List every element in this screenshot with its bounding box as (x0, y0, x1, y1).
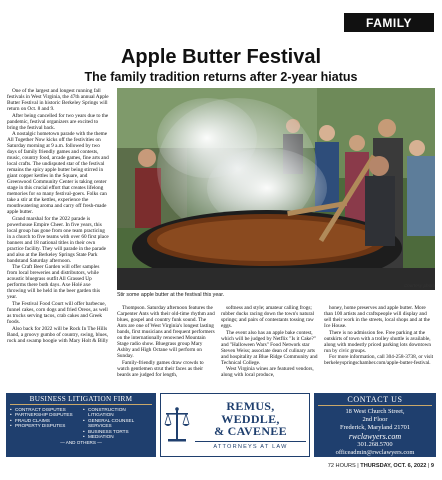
litigation-ad-title: BUSINESS LITIGATION FIRM (10, 395, 152, 405)
article-paragraph: A nostalgic hometown parade with the theme All Together Now kicks off the festivities on Saturday morning at 9 a.m. followed by two days of family friendly games and contests, music, country food, arcade games, fine arts and local crafts. The undisputed star of the festival remains the spicy apple butter being stirred in giant copper kettles in the Square, and Greenwood Community Center is taking center stage in this crucial effort that creates lifelong memories for so many festival-goers. Folks can take a stir at the kettles, experience the mouthwatering aroma and carry off fresh-made apple butter. (7, 131, 109, 216)
litigation-service-item: • CONTRACT DISPUTES (10, 407, 79, 412)
apple-butter-kettle-illustration (117, 88, 435, 290)
article-paragraph: West Virginia wines are featured vendors, along with local produce, (221, 366, 314, 379)
article-paragraph: There is no admission fee. Free parking at the outskirts of town with a trolley shuttle is available, along with modestly priced parking lots downtown run by civic groups. (324, 329, 432, 354)
contact-phone: 301.268.5700 (357, 441, 393, 448)
litigation-service-item: • MEDIATION (83, 434, 152, 439)
photo-cutline: Stir some apple butter at the festival this year. (117, 292, 225, 298)
section-tag: FAMILY (344, 13, 434, 32)
festival-photo (117, 88, 435, 290)
contact-website-link[interactable]: rwclawyers.com (348, 432, 402, 441)
article-paragraph: Grand marshal for the 2022 parade is powerhouse Empire Cheer. In five years, this local group has gone from one team practicing in a church to five teams with over 60 first place banners and 18 national titles in their own practice facility. They will parade in the parade and also at the Berkeley Springs State Park bandstand Saturday afternoon. (7, 215, 109, 264)
page-folio: 72 HOURS | THURSDAY, OCT. 6, 2022 | 9 (327, 463, 434, 469)
photo-credit: Courtesy photo (403, 283, 435, 288)
article-paragraph: Also back for 2022 will be Rock In The Hills Band, a groovy gumbo of country, swing, blues, rock and swamp boogie with Mary Holt & Billy (7, 325, 109, 344)
litigation-list-right (83, 407, 152, 439)
law-firm-logo-ad (160, 393, 310, 457)
contact-email-link[interactable]: officeadmin@rwclawyers.com (335, 449, 415, 456)
advertisement-banner (6, 393, 436, 457)
article-paragraph: For more information, call 304-258-3738, or visit berkeleyspringschamber.com/apple-butter-festival. (324, 354, 434, 367)
firm-tagline: ATTORNEYS AT LAW (195, 441, 306, 450)
contact-street: 18 West Church Street, (345, 408, 405, 415)
contact-title: CONTACT US (318, 395, 432, 406)
article-paragraph: One of the largest and longest running fall festivals in West Virginia, the 47th annual Apple Butter Festival in historic Berkeley Springs will return on Oct. 8 and 9. (7, 88, 109, 112)
litigation-service-item: • GENERAL COUNSEL SERVICES (83, 418, 152, 429)
headline: Apple Butter Festival (120, 46, 322, 68)
article-paragraph: The Festival Food Court will offer barbecue, funnel cakes, corn dogs and fried Oreos, as well as trucks serving tacos, crab cakes and Greek foods. (7, 300, 108, 325)
article-paragraph: Thompson. Saturday afternoon features the Carpenter Ants with their old-time rhythm and blues, gospel and country funk sound. The Ants are one of West Virginia's longest lasting bands, first musicians and frequent performers on the internationally renowned Mountain Stage radio show. Bluegrass group Mary Ashby and High Octane will perform on Sunday. (117, 305, 215, 359)
litigation-ad-more: — AND OTHERS — (60, 440, 102, 446)
litigation-service-item: • PARTNERSHIP DISPUTES (10, 412, 79, 417)
folio-publication: 72 HOURS (327, 463, 356, 469)
contact-us-ad (314, 393, 436, 457)
litigation-service-item: • FRAUD CLAIMS (10, 418, 79, 423)
litigation-service-item: • BUSINESS TORTS (83, 429, 152, 434)
article-paragraph: Family-friendly games draw crowds to watch gentlemen strut their faces as their beards are judged for length, (117, 359, 204, 378)
folio-page-number: 9 (430, 463, 434, 469)
firm-name-line-2: WEDDLE, (221, 411, 280, 426)
article-paragraph: The event also has an apple bake contest, which will be judged by Netflix "Is it Cake?" and "Halloween Wars" Food Network star Steven Weiss; associate dean of culinary arts and hospitality at Blue Ridge Community and Technical College. (221, 329, 318, 366)
folio-date: THURSDAY, OCT. 6, 2022 (360, 463, 427, 469)
contact-city: Frederick, Maryland 21701 (339, 424, 411, 431)
article-paragraph: honey, home preserves and apple butter. More than 100 artists and craftspeople will display and sell their work in the streets, local shops and at the Ice House. (324, 305, 430, 329)
article-paragraph: After being cancelled for two years due to the pandemic, festival organizers are excited to bring the festival back. (7, 112, 109, 131)
litigation-list-left (10, 407, 79, 439)
litigation-service-item: • PROPERTY DISPUTES (10, 423, 79, 428)
article-paragraph: softness and style; amateur calling frogs; rubber ducks racing down the town's natural springs; and pairs of contestants tossing raw eggs. (221, 305, 315, 329)
article-paragraph: The Craft Beer Garden will offer samples from local breweries and distributors, while acoustic bluegrass outfit All Grassed Up performs there both days. Axe Holé axe throwing will be held in the beer garden this year. (7, 264, 101, 301)
scales-of-justice-icon (164, 406, 190, 444)
firm-name-line-1: REMUS, (226, 399, 275, 414)
firm-name-line-3: & CAVENEE (214, 424, 287, 439)
litigation-service-item: • CONSTRUCTION LITIGATION (83, 407, 152, 418)
litigation-services-ad (6, 393, 156, 457)
contact-floor: 2nd Floor (362, 416, 388, 423)
subheadline: The family tradition returns after 2-year hiatus (84, 70, 358, 84)
